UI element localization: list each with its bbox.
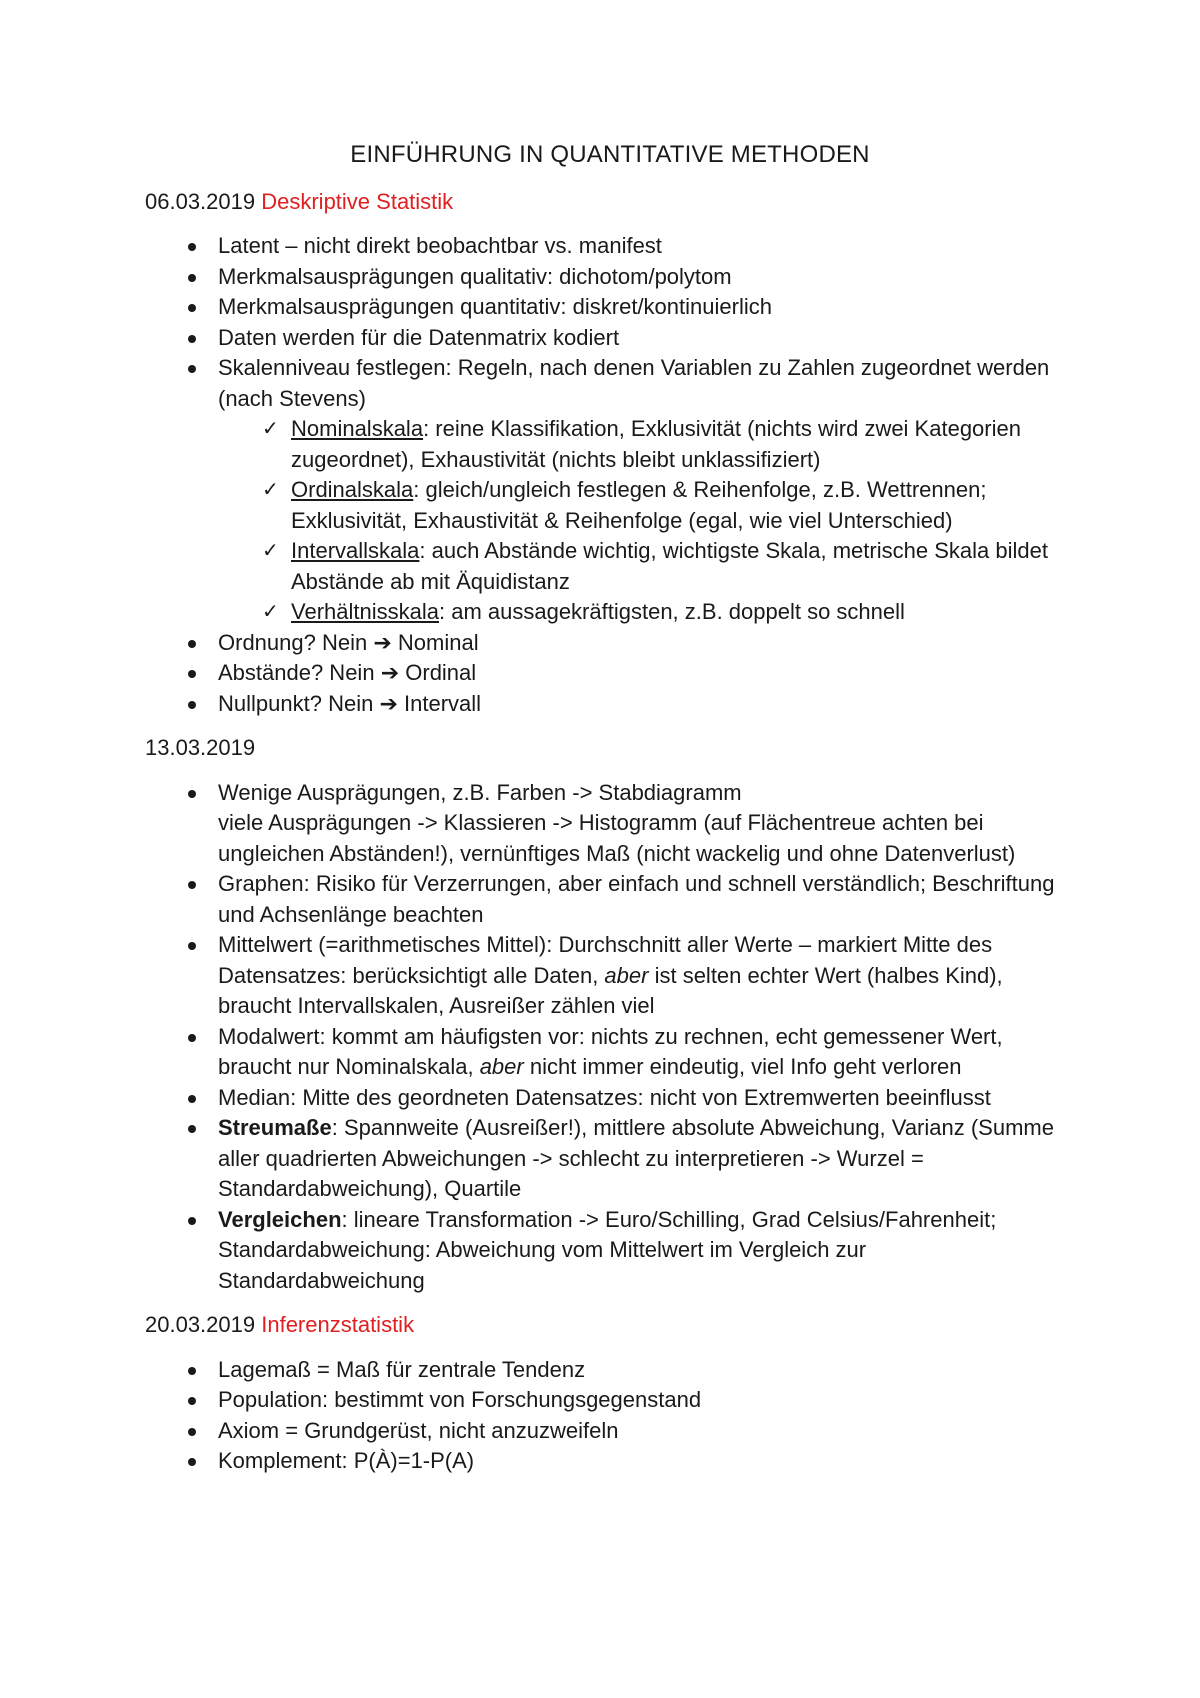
answer-text: Nominal [397, 629, 479, 655]
check-item-ratio [218, 597, 1075, 628]
list-item: Merkmalsausprägungen qualitativ: dichotom/polytom [145, 262, 1075, 293]
list-item [145, 778, 1075, 870]
list-item [145, 353, 1075, 628]
list-item: Komplement: P(À)=1-P(A) [145, 1446, 1075, 1477]
section-topic: Inferenzstatistik [261, 1312, 415, 1337]
text-part: Modalwert: kommt am häufigsten vor: nichts zu rechnen, echt gemessener Wert, braucht nur Nominalskala, [218, 1023, 1003, 1079]
list-item [145, 628, 1075, 659]
list-item [145, 1022, 1075, 1083]
check-item-interval [218, 536, 1075, 597]
bullet-list-2 [145, 778, 1075, 1297]
list-item [145, 1205, 1075, 1297]
text-part: : Spannweite (Ausreißer!), mittlere absolute Abweichung, Varianz (Summe aller quadrierten Abweichungen -> schlecht zu interpretieren -> Wurzel = Standardabweichung), Quartile [218, 1115, 1054, 1201]
answer-text: Ordinal [405, 660, 477, 685]
list-item: Merkmalsausprägungen quantitativ: diskret/kontinuierlich [145, 292, 1075, 323]
arrow-right-icon: ➔ [380, 660, 400, 685]
checkmark-icon: ✓ [262, 479, 279, 501]
list-item [145, 689, 1075, 720]
list-item: Lagemaß = Maß für zentrale Tendenz [145, 1355, 1075, 1386]
check-list [218, 414, 1075, 628]
section-topic: Deskriptive Statistik [261, 188, 454, 214]
bullet-list-3 [145, 1355, 1075, 1477]
scale-name: Intervallskala [291, 538, 420, 563]
list-item-line: viele Ausprägungen -> Klassieren -> Histogramm (auf Flächentreue achten bei ungleichen Abständen!), vernünftiges Maß (nicht wackelig und ohne Datenverlust) [218, 810, 1016, 866]
scale-name: Nominalskala [291, 416, 424, 441]
scale-description: : am aussagekräftigsten, z.B. doppelt so schnell [438, 599, 905, 624]
list-item [145, 930, 1075, 1022]
list-item: Median: Mitte des geordneten Datensatzes: nicht von Extremwerten beeinflusst [145, 1083, 1075, 1114]
scale-name: Verhältnisskala [291, 599, 439, 624]
bullet-list-1 [145, 231, 1075, 719]
text-part: ist selten echter Wert (halbes Kind), braucht Intervallskalen, Ausreißer zählen viel [218, 962, 1003, 1018]
section-date: 20.03.2019 [145, 1312, 256, 1337]
section-header-3 [145, 1310, 1075, 1341]
question-text: Nullpunkt? Nein [218, 690, 374, 716]
list-item-text: Skalenniveau festlegen: Regeln, nach denen Variablen zu Zahlen zugeordnet werden (nach Stevens) [218, 355, 1050, 411]
page-title: EINFÜHRUNG IN QUANTITATIVE METHODEN [350, 141, 870, 168]
list-item: Latent – nicht direkt beobachtbar vs. manifest [145, 231, 1075, 262]
text-part: Mittelwert (=arithmetisches Mittel): Durchschnitt aller Werte – markiert Mitte des Datensatzes: berücksichtigt alle Daten, [218, 932, 993, 988]
list-item: Population: bestimmt von Forschungsgegenstand [145, 1385, 1075, 1416]
list-item [145, 658, 1075, 689]
checkmark-icon: ✓ [262, 540, 279, 562]
check-item-ordinal [218, 475, 1075, 536]
answer-text: Intervall [404, 690, 482, 716]
bold-term: Streumaße [218, 1115, 332, 1140]
arrow-right-icon: ➔ [373, 629, 392, 655]
scale-description: : reine Klassifikation, Exklusivität (nichts wird zwei Kategorien zugeordnet), Exhaustivität (nichts bleibt unklassifiziert) [291, 416, 1021, 472]
italic-text: aber [479, 1054, 524, 1079]
checkmark-icon: ✓ [262, 418, 279, 440]
list-item [145, 1113, 1075, 1205]
section-header-2 [145, 733, 1075, 764]
checkmark-icon: ✓ [262, 601, 279, 623]
scale-name: Ordinalskala [291, 477, 414, 502]
italic-text: aber [604, 962, 649, 988]
scale-description: : gleich/ungleich festlegen & Reihenfolge, z.B. Wettrennen; Exklusivität, Exhaustivität & Reihenfolge (egal, wie viel Unterschied) [291, 477, 987, 533]
section-date: 13.03.2019 [145, 735, 256, 760]
list-item: Axiom = Grundgerüst, nicht anzuzweifeln [145, 1416, 1075, 1447]
arrow-right-icon: ➔ [379, 690, 398, 716]
list-item: Daten werden für die Datenmatrix kodiert [145, 323, 1075, 354]
bold-term: Vergleichen [218, 1206, 342, 1232]
text-part: nicht immer eindeutig, viel Info geht verloren [523, 1054, 962, 1079]
scale-description: : auch Abstände wichtig, wichtigste Skala, metrische Skala bildet Abstände ab mit Äquidistanz [291, 538, 1048, 594]
check-item-nominal [218, 414, 1075, 475]
section-header-1 [145, 187, 1075, 218]
document-content [145, 140, 1075, 1491]
list-item-line: Wenige Ausprägungen, z.B. Farben -> Stabdiagramm [218, 779, 742, 805]
question-text: Abstände? Nein [218, 660, 375, 685]
section-date: 06.03.2019 [145, 188, 256, 214]
list-item: Graphen: Risiko für Verzerrungen, aber einfach und schnell verständlich; Beschriftung und Achsenlänge beachten [145, 869, 1075, 930]
text-part: : lineare Transformation -> Euro/Schilling, Grad Celsius/Fahrenheit; Standardabweichung: Abweichung vom Mittelwert im Vergleich zur Standardabweichung [218, 1206, 997, 1293]
question-text: Ordnung? Nein [218, 629, 368, 655]
